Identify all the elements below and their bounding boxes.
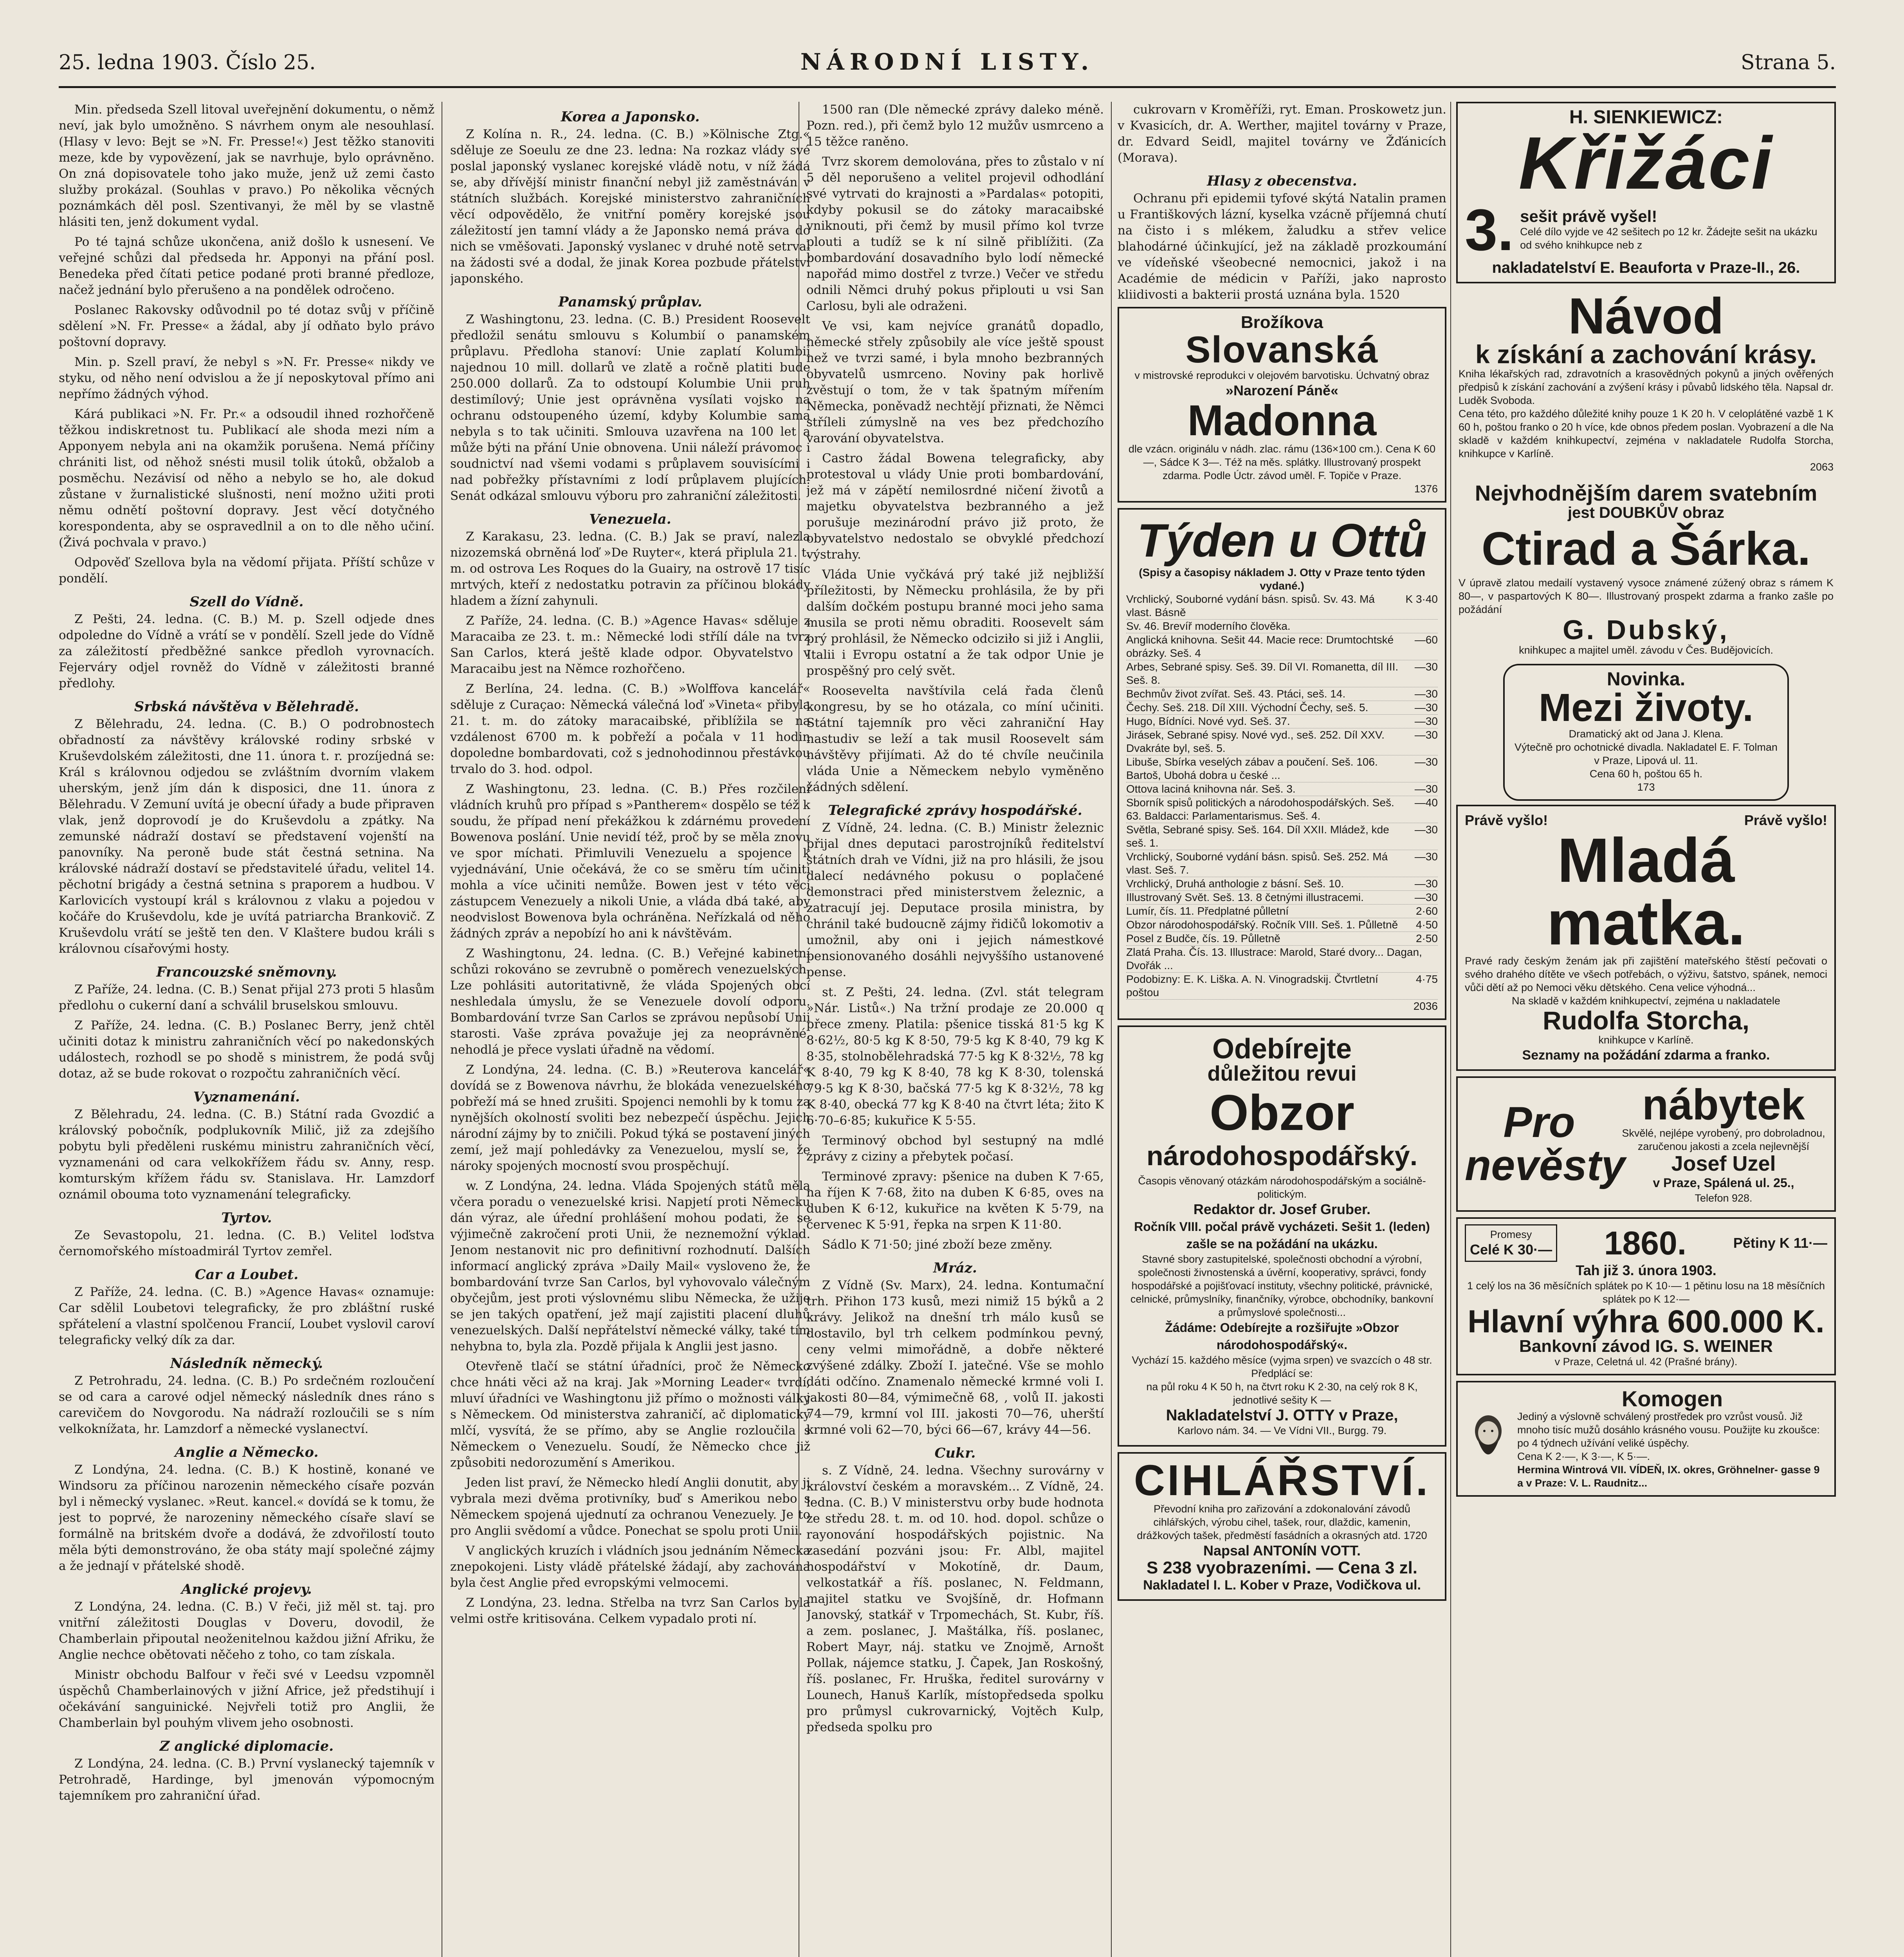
obzor-l12: Nakladatelství J. OTTY v Praze, (1166, 1407, 1398, 1424)
madonna-name1: Slovanská (1185, 329, 1379, 371)
otto-item-name: Obzor národohospodářský. Ročník VIII. Seš. 1. Půlletně (1126, 919, 1398, 931)
novinka-l3: Dramatický akt od Jana J. Klena. (1569, 728, 1724, 740)
article (450, 1543, 810, 1591)
otto-item-price: —30 (1414, 701, 1438, 714)
novinka-l5: Cena 60 h, poštou 65 h. (1589, 768, 1703, 780)
mlada-l0b: Právě vyšlo! (1744, 812, 1827, 828)
ad-number: 2036 (1413, 1000, 1438, 1012)
article (450, 946, 810, 1058)
cih-author: Napsal ANTONÍN VOTT. (1203, 1543, 1361, 1559)
ctirad-l5: G. Dubský, (1563, 614, 1729, 645)
novinka-l2: Mezi životy. (1538, 686, 1754, 730)
otto-list-item (1126, 973, 1438, 1000)
article-text: 1500 ran (Dle německé zprávy daleko méně. Pozn. red.), při čemž bylo 12 mužův usmrceno a 15 těžce raněno. (806, 103, 1104, 149)
otto-list-item (1126, 823, 1438, 850)
article-text: Z Paříže, 24. ledna. (C. B.) Poslanec Berry, jenž chtěl učiniti dotaz k ministru zahraničních věcí po nakedonských událostech, rozhodl se po shodě s ministrem, že podá svůj dotaz, až se bude rokovat o rozpočtu zahraničních věcí. (59, 1018, 435, 1081)
nabytek-l2: Pro nevěsty (1465, 1098, 1625, 1189)
article-text: Jeden list praví, že Německo hledí Anglii donutit, aby ji vybrala mezi dvěma protivníky, buď s Amerikou nebo s Německem spojená ujednutí za ochranou Venezuely. Je to pro Anglii svědomí a vůdce. Ponechat se spolu proti Unii. (450, 1476, 810, 1538)
article-text: Sádlo K 71·50; jiné zboží beze změny. (822, 1238, 1053, 1252)
news-column-3 (806, 102, 1104, 1957)
article-text: Terminový obchod byl sestupný na mdlé zprávy z ciziny a přebytek počasí. (806, 1133, 1104, 1164)
article (59, 699, 435, 957)
article (806, 451, 1104, 563)
article (59, 302, 435, 350)
article (806, 318, 1104, 447)
article-text: Poslanec Rakovsky odůvodnil po té dotaz svůj v příčině sdělení »N. Fr. Presse« a žádal, aby jí odňato bylo právo poštovní dopravy. (59, 303, 435, 349)
article (1118, 102, 1446, 166)
column-rule (1111, 102, 1112, 1957)
article-text: Z Paříže, 24. ledna. (C. B.) »Agence Havas« oznamuje: Car sdělil Loubetovi telegraficky, že pro zbláštní ruské spřátelení a vlastní spolčenou Francií, Loubet vyslovil caroví telegraficky velký dík za dar. (59, 1285, 435, 1347)
otto-item-price: —30 (1414, 851, 1438, 863)
article-text: Z Berlína, 24. ledna. (C. B.) »Wolffova kancelář« sděluje z Curaçao: Německá válečná loď »Vineta« přibyla 21. t. m. do zátoky maracaibské, přiblížila se na vzdálenost 6700 m. k pobřeží a počala v 11 hodin dopoledne bombardovati, což s jednohodinnou přestávkou trvalo do 3. hod. odpol. (450, 682, 810, 776)
article (450, 511, 810, 609)
otto-list-item (1126, 782, 1438, 796)
article (806, 1445, 1104, 1735)
cih-price: S 238 vyobrazeními. — Cena 3 zl. (1146, 1558, 1418, 1577)
article-text: st. Z Pešti, 24. ledna. (Zvl. stát telegram »Nár. Listů«.) Na tržní prodaje ze 20.000 q přece zmeny. Platila: pšenice tisská 81·5 kg K 8·62½, 80·5 kg K 8·50, 79·5 kg K 8·40, 79 kg K 8·35, stolnobělehradská 77·5 kg K 8·32½, 78 kg K 8·40, 79 kg K 8·40, 78 kg K 8·30, tolenská 79·5 kg K 8·30, bačská 77·5 kg K 8·32½, 78 kg K 8·40, obecká 77 kg K 8·40 na čtvrt léta; žito K 6·70–6·85; kukuřice K 5·55. (806, 985, 1104, 1128)
otto-item-price: 4·75 (1415, 973, 1438, 985)
article (59, 1444, 435, 1574)
otto-list-item (1126, 932, 1438, 946)
issue-date: 25. ledna 1903. Číslo 25. (59, 51, 316, 74)
mlada-matka-ad (1456, 805, 1836, 1071)
article (1118, 173, 1446, 303)
article-text: w. Z Londýna, 24. ledna. Vláda Spojených států měla včera poradu o venezuelské krisi. Napjetí proti Německu dán výraz, ale úřední prohlášení mohou podati, že se výjimečně zakročení proti Unii, že neznemožní výklad. Jenom nestanovit nic pro definitivní rozhodnutí. Dalších informací anglický zpráva »Daily Mail« vysloveno že, že bombardování tvrze San Carlos, byl vyhovovalo válečným obyčejům, jest proti výslovnému slibu Německa, že užije se jen takých opatření, jež mají zajistiti placení dluhů venezuelských. Další nepřátelství německé války, také tím nehybna to, byla zla. Pozdě přijala k Anglii jest jasno. (450, 1179, 810, 1353)
article (450, 613, 810, 677)
ad-column (1456, 102, 1836, 1957)
otto-item-price: —30 (1414, 756, 1438, 768)
otto-item-name: Posel z Budče, čís. 19. Půlletně (1126, 932, 1280, 944)
mlada-l4: Rudolfa Storcha, (1542, 1006, 1750, 1035)
obzor-l3: Obzor (1210, 1085, 1354, 1141)
novinka-l1: Novinka. (1606, 669, 1686, 690)
article-text: Tvrz skorem demolována, přes to zůstalo v ní 5 děl neporušeno a velitel projevil odhodlání své vytrvati do krajnosti a »Pardalas« potopiti, kdyby pokusil se do zátoky maracaibské vniknouti, při čemž by musil přímo kol tvrze plouti a tudíž se k ní silně přiblížiti. (Za bombardování dosavadního bylo lodí německé napořád mimo dostřel z tvrze.) Večer ve středu odnili Němci druhý pokus připlouti u vsi San Carlosu, byli ale odraženi. (806, 155, 1104, 313)
lot-l6: Hlavní výhra 600.000 K. (1468, 1304, 1825, 1339)
article-text: Z Londýna, 24. ledna. (C. B.) »Reuterova kancelář« dovídá se z Bowenova návrhu, že blokáda venezuelského pobřeží má se hned zrušiti. Spojenci nemohli by k tomu za nynějších okolností svoliti bez nebezpečí úspěchu. Jejich národní zájmy by to zničili. Pokud týká se postavení jiných zemí, jež mají pohledávky za Venezuelou, myslí se, že nároky spojených mocností svou prospěchují. (450, 1063, 810, 1173)
article-headline: Tyrtov. (221, 1210, 272, 1226)
article (806, 802, 1104, 980)
navod-sub: k získání a zachování krásy. (1475, 340, 1817, 369)
article-text: Po té tajná schůze ukončena, aniž došlo k usnesení. Ve veřejné schůzi dal předseda hr. Apponyi na přání posl. Benedeka před čítati petice podané proti branné předloze, načež jednání bylo přerušeno a na pondělek odročeno. (59, 235, 435, 297)
ctirad-l1: Nejvhodnějším darem svatebním (1475, 481, 1817, 505)
otto-item-price: —30 (1414, 661, 1438, 673)
article-text: Ve vsi, kam nejvíce granátů dopadlo, německé střely způsobily ale více ještě spoust než ve tvrzi samé, i byla mnoho bezbranných obyvatelů usmrceno. Noviny pak horlivě zvěstují o tom, že v tak špatným mířením Německa, poněvadž nechtějí přiznati, že Němci stříleli zúmyslně na ves bez předchozího varování obyvatelstva. (806, 319, 1104, 445)
ad-number: 173 (1637, 781, 1655, 793)
obzor-l8: Stavné sbory zastupitelské, společnosti obchodní a výrobní, společnosti živnostenská a úvěrní, kooperativy, správci, fondy hospodářské a pojišťovací instituty, všechny politické, právnické, celnické, průmyslníky, finančníky, výrobce, obchodníky, bankovní a průmyslové společnosti... (1130, 1253, 1434, 1318)
article-text: Ze Sevastopolu, 21. ledna. (C. B.) Velitel loďstva černomořského místoadmirál Tyrtov zemřel. (59, 1228, 435, 1258)
article-text: Vláda Unie vyčkává prý také již nejbližší příležitosti, by Německu prohlásila, že by při dalším dočkém postupu branné moci jeho sama musila se proti němu obraditi. Roosevelt sám prý prohlásil, že Německo odciziło si již i Anglii, Italii i Evropu ostatní a že tak odpor Unie je prospěšný pro celý svět. (806, 568, 1104, 678)
article (450, 1178, 810, 1355)
ctirad-l6: knihkupec a majitel uměl. závodu v Čes. Budějovicích. (1519, 644, 1773, 656)
obzor-l7: Ročník VIII. počal právě vycházeti. Sešit 1. (leden) zašle se na požádání na ukázku. (1134, 1220, 1430, 1251)
news-column-1 (59, 102, 435, 1957)
otto-list (1126, 593, 1438, 1000)
article-headline: Anglické projevy. (181, 1581, 312, 1597)
otto-item-name: Ottova laciná knihovna nár. Seš. 3. (1126, 783, 1296, 795)
otto-item-name: Anglická knihovna. Sešit 44. Macie rece: Drumtochtské obrázky. Seš. 4 (1126, 634, 1394, 659)
ctirad-ad (1456, 481, 1836, 658)
obzor-l11: na půl roku 4 K 50 h, na čtvrt roku K 2·30, na celý rok 8 K, jednotlivé sešity K — (1146, 1381, 1418, 1406)
article (59, 1667, 435, 1731)
otto-item-price: —30 (1414, 878, 1438, 890)
article (59, 1089, 435, 1203)
lot-l8: v Praze, Celetná ul. 42 (Prašné brány). (1554, 1356, 1738, 1368)
page-header (59, 43, 1836, 88)
article-headline: Následník německý. (170, 1355, 323, 1371)
novinka-l4: Výtečně pro ochotnické divadla. Nakladatel E. F. Tolman v Praze, Lipová ul. 11. (1515, 741, 1778, 766)
otto-item-price: —40 (1414, 796, 1438, 809)
mlada-l6: Seznamy na požádání zdarma a franko. (1522, 1048, 1770, 1063)
article (59, 1355, 435, 1437)
article (806, 1133, 1104, 1165)
nabytek-l1: nábytek (1642, 1081, 1805, 1129)
otto-item-price (1434, 620, 1438, 633)
article (59, 234, 435, 298)
komogen-ad (1456, 1381, 1836, 1497)
nabytek-l5: v Praze, Spálená ul. 25., (1653, 1176, 1794, 1190)
nabytek-l6: Telefon 928. (1695, 1192, 1753, 1204)
article-text: Otevřeně tlačí se státní úřadníci, proč že Německo chce hnáti věci až na kraj. Jak »Morning Leader« tvrdí, mluví úřadníci ve Washingtonu již přímo o možnosti války s Německem. Od ministerstva zahraničí, ač diplomaticky mlčí, vysvítá, že se přímo, aby se Anglie rozloučila s Německem o Venezuelu. Soudí, že Německo chce již způsobiti nedorozumění s Amerikou. (450, 1359, 810, 1470)
article-text: Z Karakasu, 23. ledna. (C. B.) Jak se praví, nalezla nizozemská obrněná loď »De Ruyter«, která připlula 21. t. m. od ostrova Les Roques do la Guairy, na ostrově 17 tisíc mrtvých, kteří z nedostatku potravin za příčinou blokády hladem a žízní zahynuli. (450, 530, 810, 608)
article-headline: Venezuela. (589, 511, 671, 527)
otto-item-price: 2·60 (1415, 905, 1438, 917)
otto-list-item (1126, 593, 1438, 620)
sienkiewicz-ad (1456, 102, 1836, 283)
ad-number: 1376 (1414, 483, 1438, 495)
article (450, 1475, 810, 1539)
komogen-title: Komogen (1621, 1386, 1723, 1411)
article (806, 154, 1104, 314)
article (59, 102, 435, 230)
otto-item-price: —30 (1414, 729, 1438, 741)
navod-extra: Cena této, pro každého důležité knihy pouze 1 K 20 h. V celoplátěné vazbě 1 K 60 h, poštou franko o 20 h více, kde obnos předem poslan. Vyobrazení a dle Na skladě v každém knihkupectví, zejména v nakladatele Rudolfa Storcha, knihkupce v Karlíně. (1459, 408, 1834, 460)
article-text: Terminové zpravy: pšenice na duben K 7·65, na říjen K 7·68, žito na duben K 6·85, oves na duben K 6·12, kukuřice na květen K 5·79, na červenec K 5·91, řepka na srpen K 11·80. (806, 1170, 1104, 1232)
article (450, 109, 810, 287)
otto-week-ad (1118, 508, 1446, 1020)
otto-list-item (1126, 620, 1438, 633)
otto-item-name: Světla, Sebrané spisy. Seš. 164. Díl XXII. Mládež, kde seš. 1. (1126, 824, 1389, 849)
otto-item-price: —30 (1414, 715, 1438, 727)
article (806, 683, 1104, 795)
otto-item-name: Vrchlický, Druhá anthologie z básní. Seš. 10. (1126, 878, 1344, 890)
otto-sub: (Spisy a časopisy nákladem J. Otty v Praze tento týden vydané.) (1139, 566, 1425, 592)
article-text: Castro žádal Bowena telegraficky, aby protestoval u vlády Unie proti bombardování, jež má v zápětí nemilosrdné ničení životů a majetku obyvatelstva bezbranného a jež porušuje mezinárodní právo již proto, že obyvatelstvo nedostalo se obvyklé předchozí výstrahy. (806, 451, 1104, 562)
otto-item-price: —30 (1414, 783, 1438, 795)
otto-list-item (1126, 755, 1438, 782)
ctirad-l2: jest DOUBKŮV obraz (1567, 504, 1725, 521)
obzor-l2: důležitou revui (1207, 1062, 1357, 1085)
mlada-l5: knihkupce v Karlíně. (1598, 1034, 1694, 1046)
article-text: cukrovarn v Kroměříži, ryt. Eman. Proskowetz jun. v Kvasicích, dr. A. Werther, majitel továrny v Praze, dr. Edvard Seidl, majitel továrny ve Žďánicích (Morava). (1118, 103, 1446, 165)
article (59, 1210, 435, 1260)
article-headline: Mráz. (933, 1260, 977, 1276)
article-text: Z Washingtonu, 23. ledna. (C. B.) President Roosevelt předložil senátu smlouvu s Kolumbií o panamském průplavu. Předloha stanoví: Unie zaplatí Kolumbii najednou 10 mill. dollarů ve zlatě a ročně platiti bude 250.000 dollarů. Za to odstoupí Kolumbie Unii pruh destimílový; Unie jest oprávněna vysílati vojsko na ochranu odstoupeného území, kdyby Kolumbie sama nebyla s to tak učiniti. Smlouva uzavřena na 100 let a může býti na přání Unie obnovena. Unii náleží právomoc i soudnictví nad všemi vodami s průplavem souvisícími i nad pobřežky přístavními z lodí průplavem plujících. Senát odkázal smlouvu výboru pro zahraniční záležitosti. (450, 312, 810, 503)
article-text: Z Bělehradu, 24. ledna. (C. B.) Státní rada Gvozdić a královský pobočník, podplukovník Milič, již za zdejšího pobytu byli předěleni ruskému ministru zahraničních věcí, vyznamenáni od cara velkokřížem řádu sv. Anny, resp. komturským křížem řádu sv. Stanislava. Hr. Lamzdorf oznámil obouma toto vyznamenání telegraficky. (59, 1107, 435, 1202)
lot-l3: Pětiny K 11·— (1733, 1235, 1827, 1251)
article-headline: Cukr. (934, 1445, 976, 1461)
lot-l2: Celé K 30·— (1470, 1242, 1552, 1258)
article-headline: Vyznamenání. (193, 1089, 300, 1105)
otto-item-name: Libuše, Sbírka veselých zábav a poučení. Seš. 106. Bartoš, Ubohá dobra u české ... (1126, 756, 1378, 781)
article (59, 1267, 435, 1348)
article-text: Ministr obchodu Balfour v řeči své v Leedsu vzpomněl úspěchů Chamberlainových v jižní Africe, jež předstihují i očekávání sanguinické. Nejvřeli totiž pro Anglii, že Chamberlain byl pouhým vlivem jeho osobnosti. (59, 1668, 435, 1730)
obzor-l6: Redaktor dr. Josef Gruber. (1193, 1201, 1371, 1217)
article-headline: Anglie a Německo. (175, 1444, 319, 1460)
article-text: Ochranu při epidemii tyfové skýtá Natalin pramen u Františkových lázní, kyselka vzácně příjemná chutí na čisto i s mlékem, žaludku a střev velice blahodárné účinkující, jež na základě prozkoumání ve vídeňské všeobecné nemocnici, jakož i na Académie de médicin v Paříži, jako naprosto kliidivosti a bakterii prostá uznána byla. 1520 (1118, 191, 1446, 302)
article-text: Odpověď Szellova byla na vědomí přijata. Příští schůze v pondělí. (59, 555, 435, 586)
article (450, 681, 810, 777)
article (806, 567, 1104, 679)
article (59, 406, 435, 551)
obzor-l1: Odebírejte (1212, 1033, 1352, 1065)
article-headline: Telegrafické zprávy hospodářské. (828, 802, 1082, 818)
obzor-ad (1118, 1025, 1446, 1447)
ctirad-l3: Ctirad a Šárka. (1481, 523, 1811, 575)
otto-item-name: Sv. 46. Brevíř moderního člověka. (1126, 620, 1291, 632)
column-rule (1450, 102, 1451, 1957)
article (806, 984, 1104, 1129)
otto-item-name: Vrchlický, Souborné vydání básn. spisů. Sv. 43. Má vlast. Básně (1126, 593, 1375, 618)
article-headline: Car a Loubet. (195, 1267, 299, 1283)
komogen-text: Jediný a výslovně schválený prostředek pro vzrůst vousů. Již mnoho tisíc mužů dosáhlo krásného vousu. Použijte ku zkoušce: po 4 týdnech užívání veliké úspěchy. (1517, 1411, 1820, 1449)
sienk-l2: Celé dílo vyjde ve 42 sešitech po 12 kr. Žádejte sešit na ukázku od svého knihkupce neb z (1520, 226, 1817, 251)
lot-l4: Tah již 3. února 1903. (1576, 1262, 1716, 1278)
article-text: Z Washingtonu, 23. ledna. (C. B.) Přes rozčilení vládních kruhů pro případ s »Pantherem« dospělo se též k soudu, že případ není překážkou k zdárnému provedení Bowenova poslání. Unie nevidí též, proč by se měla znovu ve spor míchati. Přimluvili Venezuelu a spojence k vyjednávání, Unie očekává, že co se směru tím učiniti mohla a více učiniti nemůže. Bowen jest v této věci zástupcem Venezuely a nikoli Unie, a vláda dbá také, aby neodvislost Bowenova byla ochráněna. Neřízkalá od něho žádných zpráv a nepobízí ho ani k návštěvám. (450, 782, 810, 941)
otto-item-price (1434, 946, 1438, 972)
article-text: Z Londýna, 24. ledna. (C. B.) První vyslanecký tajemník v Petrohradě, Hardinge, byl jmenován výpomocným tajemníkem pro zahraniční úřad. (59, 1757, 435, 1803)
otto-item-price: —30 (1414, 891, 1438, 903)
article-text: Z Londýna, 24. ledna. (C. B.) V řeči, již měl st. taj. pro vnitřní záležitosti Douglas v Doveru, dovodil, že Chamberlain připoutal neoženitelnou každou jižní Afriku, že Anglie nechce obětovati něčeho z toho, co tam získala. (59, 1600, 435, 1662)
otto-item-name: Čechy. Seš. 218. Díl XIII. Východní Čechy, seš. 5. (1126, 701, 1368, 714)
otto-list-item (1126, 633, 1438, 660)
lot-l1: Promesy (1490, 1229, 1532, 1240)
otto-item-price: 2·50 (1415, 932, 1438, 944)
article-text: Z Paříže, 24. ledna. (C. B.) »Agence Havas« sděluje z Maracaiba ze 23. t. m.: Německé lodi střílí dále na tvrz San Carlos, která ještě klade odpor. Obyvatelstvo v Maracaibu jest na Němce rozhořčeno. (450, 614, 810, 676)
article (59, 555, 435, 587)
masthead-title: NÁRODNÍ LISTY. (800, 49, 1094, 75)
obzor-l4: národohospodářský. (1146, 1141, 1418, 1171)
otto-item-price: —30 (1414, 824, 1438, 836)
article-text: V anglických kruzích i vládních jsou jednáním Německa znepokojeni. Listy vládě přátelské žádají, aby zachována byla čest Anglie před evropskými velmocemi. (450, 1544, 810, 1590)
ad-number: 2063 (1810, 461, 1834, 473)
ctirad-l4: V úpravě zlatou medailí vystavený vysoce známené zúžený obraz s rámem K 80—, v paspartových K 80—. Illustrovaný prospekt zdarma a franko zašle po požádání (1459, 577, 1834, 615)
navod-ad (1456, 289, 1836, 475)
madonna-ad (1118, 307, 1446, 503)
article-headline: Srbská návštěva v Bělehradě. (134, 699, 359, 715)
article-text: Z Vídně (Sv. Marx), 24. ledna. Kontumační trh. Přihon 173 kusů, mezi nimiž 15 býků a 2 krávy. Jelikož na dnešní trh málo kusů se dostavilo, byl trh celkem podmínkou pevný, ceny velmi mimořádně, a dobře některé zvýšené zdálky. Zboží I. jatečné. Vše se mohlo dáti odčíno. Znamenalo německé krmné voli I. jakosti 80—84, výmimečně 68, , volů II. jakosti 74—79, krmní vol III. jakosti 70—76, uherští krmné voli 62—70, býci 66—67, krávy 44—56. (806, 1278, 1104, 1437)
article-headline: Szell do Vídně. (189, 594, 304, 610)
lot-l7: Bankovní závod IG. S. WEINER (1519, 1337, 1773, 1356)
article-text: Roosevelta navštívila celá řada členů kongresu, by se ho otázala, co míní učiniti. Státní tajemník pro věci zahraniční Hay nastudiv se leží a tak musil Roosevelt sám návštěvy přijímati. Až do té chvíle neučinila vláda Unie a Německem nebylo vyměněno žádných sdělení. (806, 684, 1104, 794)
otto-item-name: Bechmův život zvířat. Seš. 43. Ptáci, seš. 14. (1126, 688, 1346, 700)
otto-item-name: Vrchlický, Souborné vydání básn. spisů. Seš. 252. Má vlast. Seš. 7. (1126, 851, 1388, 876)
obzor-l5: Časopis věnovaný otázkám národohospodářským a sociálně-politickým. (1138, 1175, 1426, 1200)
otto-item-price: —60 (1414, 634, 1438, 646)
nabytek-l4: Josef Uzel (1671, 1152, 1776, 1175)
lot-l5: 1 celý los na 36 měsíčních splátek po K 10·— 1 pětinu losu na 18 měsíčních splátek po K 12·— (1467, 1280, 1825, 1305)
navod-text: Kniha lékařských rad, zdravotních a krasovědných pokynů a jiných ověřených předpisů k získání zachování a zvýšení krásy i půvabů lidského těla. Napsal dr. Luděk Svoboda. (1459, 368, 1834, 406)
otto-item-name: Lumír, čís. 11. Předplatné půlletní (1126, 905, 1289, 917)
otto-list-item (1126, 728, 1438, 755)
sienk-title: Křižáci (1518, 122, 1774, 205)
article (806, 102, 1104, 150)
nabytek-l3: Skvělé, nejlépe vyrobený, pro dobroladnou, zaručenou jakosti a zcela nejlevnější (1622, 1127, 1825, 1152)
mlada-l2: Pravé rady českým ženám jak při zajištění mateřského štěstí pečovati o svého drahého dítěte ve všech potřebách, o výživu, šatstvo, spánek, nemoci vůči dětí až po Nemoci věku dětského. Cena velice výhodná... (1465, 955, 1827, 993)
otto-item-name: Arbes, Sebrané spisy. Seš. 39. Díl VI. Romanetta, díl III. Seš. 8. (1126, 661, 1399, 686)
article-text: Z Paříže, 24. ledna. (C. B.) Senat přijal 273 proti 5 hlasům předlohu o cukerní daní a schválil bruselskou smlouvu. (59, 982, 435, 1013)
article-text: Min. předseda Szell litoval uveřejnění dokumentu, o němž neví, jak bylo umožněno. S návrhem onym ale nesouhlasí. (Hlasy v levo: Bejt se »N. Fr. Presse!«) Jest těžko stanoviti meze, kde by vypovězení, jak se navrhuje, bylo oprávněno. On zná dopisovatele toho jako muže, jenž už zemi často služby prokázal. (Souhlas v pravo.) Po několika věcných poznámkách děl posl. Szentivanyi, že měl by se vlastně hlásiti ten, jenž dokument vydal. (59, 103, 435, 229)
otto-list-item (1126, 891, 1438, 905)
article-headline: Panamský průplav. (558, 294, 702, 310)
article-text: Z Kolína n. R., 24. ledna. (C. B.) »Kölnische Ztg.« sděluje ze Soeulu ze dne 23. ledna: Na rozkaz vlády své poslal japonský vyslanec korejské vládě notu, v níž žádá se, aby dřívější ministr finanční nebyl již zaměstnáván v státních službách. Korejské ministerstvo zahraničních věcí odpovědělo, že vnitřní poměry korejské jsou záležitostí jen tamní vlády a že Japonsko nemá práva do nich se vměšovati. Japonský vyslanec v druhé notě setrval na žádosti své a dodal, že jinak Korea pozbude přátelství japonského. (450, 127, 810, 286)
cih-publisher: Nakladatel I. L. Kober v Praze, Vodičkova ul. (1143, 1578, 1421, 1593)
article-text: Kárá publikaci »N. Fr. Pr.« a odsoudil ihned rozhořčeně těžkou indiskretnost tu. Publikací ale shoda mezi ním a Apponyem nebyla ani na okamžik porušena. Nemá příčiny chrániti list, od něhož snésti musil tolik útoků, obžalob a posměchu. Nezávisí od něho a nebylo se ho, ale dokud zůstane v žurnalistické slušnosti, není možno užiti proti němu odnětí poštovní dopravy. Jest věcí dotyčného korespondenta, aby se ospravedlnil a on to dle něho učiní. (Živá pochvala v pravo.) (59, 407, 435, 550)
article-text: Z Londýna, 23. ledna. Střelba na tvrz San Carlos byla velmi ostře kritisována. Celkem vypadalo proti ní. (450, 1596, 810, 1626)
article (59, 1738, 435, 1804)
article (450, 781, 810, 942)
otto-item-name: Hugo, Bídníci. Nové vyd. Seš. 37. (1126, 715, 1290, 727)
article (59, 354, 435, 402)
otto-list-item (1126, 687, 1438, 701)
loterie-ad (1456, 1217, 1836, 1375)
otto-list-item (1126, 946, 1438, 973)
article-text: Min. p. Szell praví, že nebyl s »N. Fr. Presse« nikdy ve styku, od něho není odvislou a že jí neposkytoval přímo ani nepřímo žádných výhod. (59, 355, 435, 401)
otto-item-name: Jirásek, Sebrané spisy. Nové vyd., seš. 252. Díl XXV. Dvakráte byl, seš. 5. (1126, 729, 1385, 754)
article (59, 1581, 435, 1663)
madonna-sub: »Narození Páně« (1225, 382, 1339, 398)
article-headline: Z anglické diplomacie. (159, 1738, 334, 1754)
cih-title: CIHLÁŘSTVÍ. (1134, 1456, 1430, 1505)
article-headline: Hlasy z obecenstva. (1207, 173, 1357, 189)
obzor-l9: Žádáme: Odebírejte a rozšiřujte »Obzor národohospodářský«. (1165, 1321, 1399, 1352)
article-headline: Francouzské sněmovny. (156, 964, 337, 980)
article (450, 1595, 810, 1627)
madonna-desc: v mistrovské reprodukci v olejovém barvotisku. Úchvatný obraz (1134, 369, 1430, 381)
bearded-man-portrait-icon (1465, 1409, 1512, 1468)
article-text: Z Petrohradu, 24. ledna. (C. B.) Po srdečném rozloučení se od cara a carové odjel německý následník dnes ráno s carevičem do Novgorodu. Na nádraží rozloučili se s ním velkoknížata, hr. Lamzdorf a německé vyslanectví. (59, 1374, 435, 1436)
mlada-l0a: Právě vyšlo! (1465, 812, 1548, 828)
article-text: Z Vídně, 24. ledna. (C. B.) Ministr železnic přijal dnes deputaci parostrojníků ředitelství státních drah ve Vídni, již na pro hlásili, že jsou dalecí nedávného pokusu o poplačené demonstraci před ministerstvem železnic, a zatracují jej. Deputace prosila ministra, by chránil také budoucně zájmy řidičů lokomotiv a umožnil, aby oni i jejich námestkové pensionovaného dosáhli nejvyššího ustanovené pense. (806, 821, 1104, 979)
sienk-author: H. SIENKIEWICZ: (1569, 107, 1723, 128)
komogen-price: Cena K 2·—, K 3·—, K 5·—. (1517, 1451, 1650, 1462)
news-column-2 (450, 102, 810, 1957)
obzor-l13: Karlovo nám. 34. — Ve Vídni VII., Burgg. 79. (1177, 1425, 1387, 1436)
ciharstvi-ad (1118, 1452, 1446, 1601)
sienk-publisher: nakladatelství E. Beauforta v Praze-II., 26. (1492, 259, 1800, 276)
sienk-num: 3. (1465, 197, 1514, 263)
mlada-l3: Na skladě v každém knihkupectví, zejména u nakladatele (1512, 995, 1780, 1007)
otto-item-name: Zlatá Praha. Čís. 13. Illustrace: Marold, Staré dvory... Dagan, Dvořák ... (1126, 946, 1422, 971)
madonna-note: dle vzácn. originálu v nádh. zlac. rámu (136×100 cm.). Cena K 60—, Sádce K 3—. Též na měs. splátky. Illustrovaný prospekt zdarma. Podle Úctr. závod uměl. F. Topiče v Praze. (1128, 443, 1436, 481)
article (806, 1237, 1104, 1253)
otto-title: Týden u Ottů (1137, 514, 1427, 567)
article-text: s. Z Vídně, 24. ledna. Všechny surovárny v království českém a moravském... Z Vídně, 24. ledna. (C. B.) V ministerstvu orby bude hodnota ze středu 28. t. m. od 10. hod. dopol. schůze o rayonování hospodářských pojistnic. Na zasedání pozváni jsou: Fr. Albl, majitel hospodářství v Mokotíně, dr. Daum, velkostatkář a říš. poslanec, N. Feldmann, majitel statku ve Svojšíně, dr. Hofmann Janovský, statkář v Trpomechách, St. Kubr, říš. a zem. poslanec, J. Maštálka, říš. poslanec, Robert Mayr, náj. statku ve Znojmě, Arnošt Pollak, nájemce statku, J. Čapek, Jan Roskošný, říš. poslanec, Fr. Hruška, ředitel surovárny v Lounech, Hanuš Karlík, místopředseda spolku pro průmysl cukrovarnický, Vojtěch Kulp, předseda spolku pro (806, 1463, 1104, 1734)
otto-item-price: —30 (1414, 688, 1438, 700)
navod-title: Návod (1568, 289, 1724, 344)
obzor-l10: Vychází 15. každého měsíce (vyjma srpen) ve svazcích o 48 str. Předplácí se: (1132, 1354, 1432, 1379)
otto-list-item (1126, 701, 1438, 715)
article (450, 1062, 810, 1174)
article-text: Z Pešti, 24. ledna. (C. B.) M. p. Szell odjede dnes odpoledne do Vídně a vrátí se v pondělí. Szell jede do Vídně za záležitostí předběžné sankce předloh vyrovnacích. Fejerváry odjel rovněž do Vídně v záležitosti branné předlohy. (59, 612, 435, 690)
otto-item-name: Sborník spisů politických a národohospodářských. Seš. 63. Baldacci: Parlamentarismus. Seš. 4. (1126, 796, 1394, 822)
komogen-addr: Hermina Wintrová VII. VÍDEŇ, IX. okres, Gröhnelner- gasse 9 a v Praze: V. L. Raudnitz... (1517, 1464, 1820, 1489)
otto-list-item (1126, 850, 1438, 877)
otto-item-price: K 3·40 (1405, 593, 1438, 605)
otto-list-item (1126, 905, 1438, 918)
article-text: Z Londýna, 24. ledna. (C. B.) K hostině, konané ve Windsoru za příčinou narozenin německého císaře pozván byl i německý vyslanec. »Reut. kancel.« dovídá se k tomu, že jest to poprvé, že narozeniny německého císaře slaví se formálně na britském dvoře a dodává, že zdvořilostí touto měla býti demonstrováno, že oba státy mají společné zájmy a že jednají v přátelské shodě. (59, 1463, 435, 1573)
madonna-name2: Madonna (1187, 396, 1377, 445)
article (59, 964, 435, 1014)
article (806, 1260, 1104, 1438)
novinka-ad (1503, 664, 1789, 801)
otto-list-item (1126, 877, 1438, 891)
otto-list-item (1126, 660, 1438, 687)
article-headline: Korea a Japonsko. (561, 109, 700, 125)
article (450, 1359, 810, 1471)
madonna-author: Brožíkova (1240, 313, 1323, 332)
otto-list-item (1126, 796, 1438, 823)
page-number: Strana 5. (1740, 51, 1836, 74)
article-text: Z Washingtonu, 24. ledna. (C. B.) Veřejné kabinetní schůzi rokováno se zevrubně o poměrech venezuelských. Lze pohlásiti autoritativně, že vláda Spojených obcí neshledala úmyslu, že se Venezuele dovolí odporu. Bombardování tvrze San Carlos se zprávou nepůsobí Unii starosti. Vaše zpráva považuje jej za neoprávněné, nehodlá je přece vyslati úřadně na vědomí. (450, 946, 810, 1057)
lot-year: 1860. (1604, 1225, 1687, 1261)
article (806, 1169, 1104, 1233)
otto-list-item (1126, 715, 1438, 728)
article (450, 294, 810, 504)
sienk-l1: sešit právě vyšel! (1520, 207, 1657, 225)
news-column-4 (1118, 102, 1446, 1957)
otto-list-item (1126, 918, 1438, 932)
article (59, 594, 435, 692)
otto-item-price: 4·50 (1415, 919, 1438, 931)
nabytek-ad (1456, 1076, 1836, 1212)
otto-item-name: Illustrovaný Svět. Seš. 13. 8 četnými illustracemi. (1126, 891, 1364, 903)
article (59, 1018, 435, 1082)
article-text: Z Bělehradu, 24. ledna. (C. B.) O podrobnostech obřadností za návštěvy královské rodiny srbské v Kruševdolském záležitosti, dne 11. února t. r. prozíjedná se: Král s královnou odjedou se zvláštním dvorním vlakem uherským, jenž jím dán k disposici, dne 11. února z Bělehradu. V Zemuní uvítá je obecní úřady a bude připraven vlak, jenž doprovodí je do Kruševdolu a zpátky. Na zemunské nádraží dostaví se představení vojenští na panovníky. Na peroně bude stát čestná setnina. Na královské nádraží dostaví se představitelé úřadu, velitel 14. pěchotní brigády a čestná setnina s praporem a hudbou. V Karlovicích vystoupí král s královnou z vlaku a pojedou v kočáře do Kruševdolu, kde je uvítá patriarcha Brankovič. Z Kruševdolu vrátí se ještě ten den. V Klaštere budou králi s královnou císařovými hosty. (59, 717, 435, 956)
otto-item-name: Podobizny: E. K. Liška. A. N. Vinogradskij. Čtvrtletní poštou (1126, 973, 1378, 998)
cih-desc: Převodní kniha pro zařizování a zdokonalování závodů cihlářských, výrobu cihel, tašek, rour, dlaždic, kamenin, drážkových tašek, předměstí fasádních a okrasných atd. 1720 (1137, 1503, 1427, 1541)
mlada-title: Mladá matka. (1547, 825, 1745, 958)
